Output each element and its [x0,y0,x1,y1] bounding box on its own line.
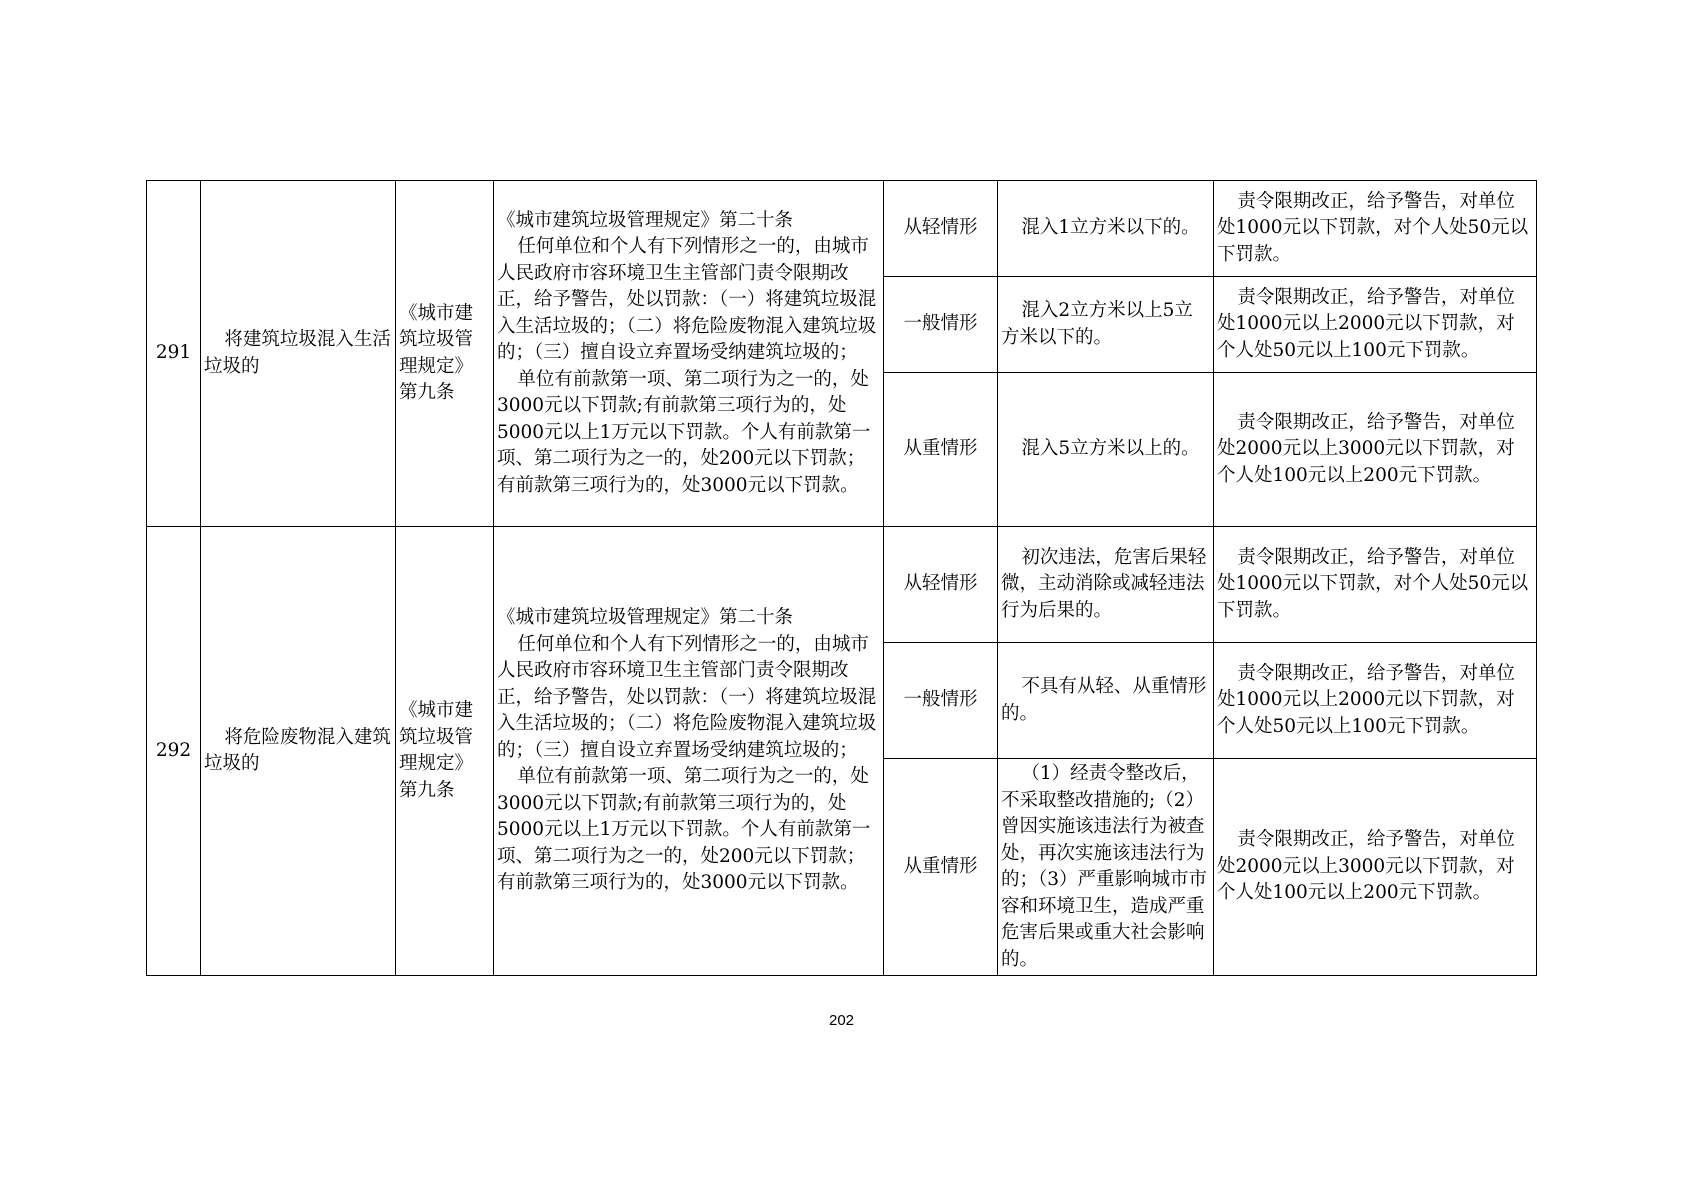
circumstance-condition: 混入5立方米以上的。 [998,373,1214,527]
circumstance-category: 从轻情形 [884,181,998,277]
circumstance-category: 一般情形 [884,277,998,373]
item-description: 将建筑垃圾混入生活垃圾的 [201,181,396,527]
table-row [147,181,1537,277]
penalty-standard: 责令限期改正，给予警告，对单位处1000元以上2000元以下罚款，对个人处50元以上100元下罚款。 [1214,277,1537,373]
penalty-standards-table [146,180,1537,976]
penalty-standard: 责令限期改正，给予警告，对单位处1000元以下罚款，对个人处50元以下罚款。 [1214,181,1537,277]
circumstance-category: 从轻情形 [884,527,998,643]
item-number: 291 [147,181,201,527]
circumstance-category: 从重情形 [884,373,998,527]
circumstance-category: 一般情形 [884,643,998,759]
law-reference: 《城市建筑垃圾管理规定》第九条 [396,181,494,527]
penalty-basis: 《城市建筑垃圾管理规定》第二十条 任何单位和个人有下列情形之一的，由城市人民政府市容环境卫生主管部门责令限期改正，给予警告，处以罚款：（一）将建筑垃圾混入生活垃圾的；（二）将危险废物混入建筑垃圾的；（三）擅自设立弃置场受纳建筑垃圾的； 单位有前款第一项、第二项行为之一的，处3000元以下罚款;有前款第三项行为的，处5000元以上1万元以下罚款。个人有前款第一项、第二项行为之一的，处200元以下罚款；有前款第三项行为的，处3000元以下罚款。 [494,527,884,976]
circumstance-condition: 混入2立方米以上5立方米以下的。 [998,277,1214,373]
circumstance-condition: 不具有从轻、从重情形的。 [998,643,1214,759]
table-row [147,527,1537,643]
penalty-standard: 责令限期改正，给予警告，对单位处1000元以下罚款，对个人处50元以下罚款。 [1214,527,1537,643]
penalty-standard: 责令限期改正，给予警告，对单位处2000元以上3000元以下罚款，对个人处100元以上200元下罚款。 [1214,373,1537,527]
penalty-standard: 责令限期改正，给予警告，对单位处2000元以上3000元以下罚款，对个人处100元以上200元下罚款。 [1214,759,1537,976]
law-reference: 《城市建筑垃圾管理规定》第九条 [396,527,494,976]
circumstance-category: 从重情形 [884,759,998,976]
circumstance-condition: 混入1立方米以下的。 [998,181,1214,277]
penalty-standard: 责令限期改正，给予警告，对单位处1000元以上2000元以下罚款，对个人处50元以上100元下罚款。 [1214,643,1537,759]
circumstance-condition: 初次违法，危害后果轻微，主动消除或减轻违法行为后果的。 [998,527,1214,643]
page-number: 202 [828,1012,855,1029]
circumstance-condition: （1）经责令整改后，不采取整改措施的;（2）曾因实施该违法行为被查处，再次实施该违法行为的；（3）严重影响城市市容和环境卫生，造成严重危害后果或重大社会影响的。 [998,759,1214,976]
item-description: 将危险废物混入建筑垃圾的 [201,527,396,976]
item-number: 292 [147,527,201,976]
penalty-basis: 《城市建筑垃圾管理规定》第二十条 任何单位和个人有下列情形之一的，由城市人民政府市容环境卫生主管部门责令限期改正，给予警告，处以罚款：（一）将建筑垃圾混入生活垃圾的；（二）将危险废物混入建筑垃圾的；（三）擅自设立弃置场受纳建筑垃圾的； 单位有前款第一项、第二项行为之一的，处3000元以下罚款;有前款第三项行为的，处5000元以上1万元以下罚款。个人有前款第一项、第二项行为之一的，处200元以下罚款；有前款第三项行为的，处3000元以下罚款。 [494,181,884,527]
